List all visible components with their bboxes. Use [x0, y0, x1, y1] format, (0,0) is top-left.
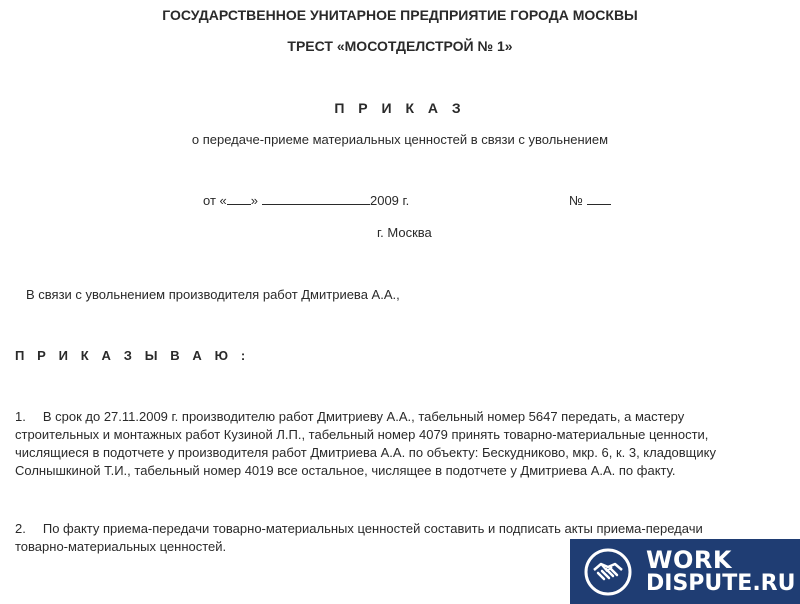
document-title: П Р И К А З	[334, 100, 466, 116]
number-blank	[587, 193, 611, 205]
item-line: Солнышкиной Т.И., табельный номер 4019 все остальное, числящее в подотчете у Дмитриева А.А. по факту.	[15, 463, 676, 478]
organization-name: ГОСУДАРСТВЕННОЕ УНИТАРНОЕ ПРЕДПРИЯТИЕ ГОРОДА МОСКВЫ	[162, 7, 638, 23]
date-year: 2009 г.	[369, 193, 410, 208]
logo-text-line2: DISPUTE.RU	[646, 571, 796, 596]
item-number: 1.	[15, 409, 26, 424]
date-line	[203, 193, 409, 208]
workdispute-logo	[570, 539, 800, 604]
date-prefix: от «	[203, 193, 227, 208]
number-label: №	[569, 193, 583, 208]
item-line: числящиеся в подотчете у производителя работ Дмитриева А.А. по объекту: Бескудниково, мкр. 6, к. 3, кладовщику	[15, 445, 716, 460]
item-text: В срок до 27.11.2009 г. производителю работ Дмитриеву А.А., табельный номер 5647 передать, а мастеру	[42, 409, 685, 424]
day-blank	[227, 193, 251, 205]
order-word: П Р И К А З Ы В А Ю :	[15, 348, 250, 363]
logo-text-line1: WORK	[646, 546, 732, 574]
order-item-1	[15, 408, 785, 480]
item-line	[15, 408, 785, 426]
date-mid: »	[250, 193, 258, 208]
month-blank	[262, 193, 370, 205]
city: г. Москва	[377, 225, 432, 240]
handshake-icon	[584, 548, 632, 596]
item-line: строительных и монтажных работ Кузиной Л.П., табельный номер 4079 принять товарно-материальные ценности,	[15, 427, 709, 442]
document-subtitle: о передаче-приеме материальных ценностей в связи с увольнением	[191, 132, 609, 147]
item-line: товарно-материальных ценностей.	[15, 539, 227, 554]
item-line	[15, 520, 785, 538]
number-line	[569, 193, 611, 208]
item-text: По факту приема-передачи товарно-материальных ценностей составить и подписать акты приема-передачи	[42, 521, 703, 536]
trust-name: ТРЕСТ «МОСОТДЕЛСТРОЙ № 1»	[287, 38, 513, 54]
item-number: 2.	[15, 521, 26, 536]
intro-paragraph: В связи с увольнением производителя работ Дмитриева А.А.,	[26, 287, 400, 302]
